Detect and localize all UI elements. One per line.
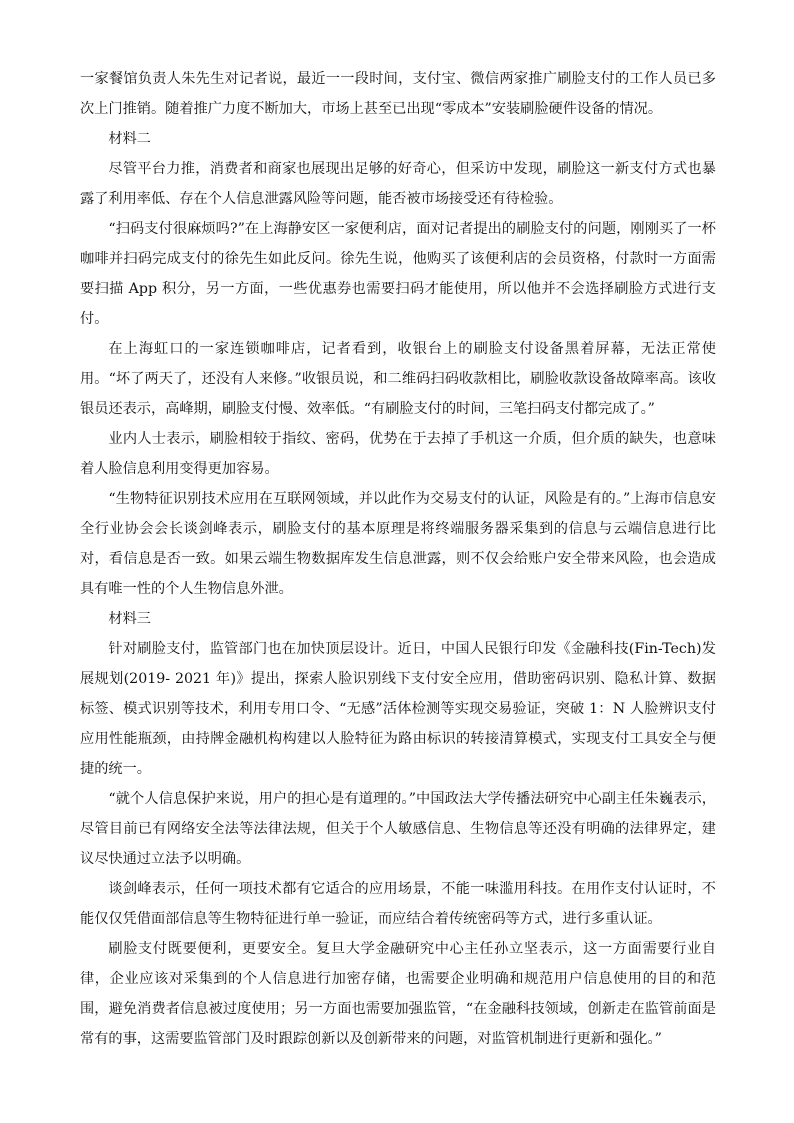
section-heading-material-3: 材料三 <box>108 611 151 627</box>
paragraph: “生物特征识别技术应用在互联网领域，并以此作为交易支付的认证，风险是有的。”上海市信息安全行业协会会长谈剑峰表示，刷脸支付的基本原理是将终端服务器采集到的信息与云端信息进行比对，看信息是否一致。如果云端生物数据库发生信息泄露，则不仅会给账户安全带来风险，也会造成具有唯一性的个人生物信息外泄。 <box>80 491 716 597</box>
paragraph: 尽管平台力推，消费者和商家也展现出足够的好奇心，但采访中发现，刷脸这一新支付方式也暴露了利用率低、存在个人信息泄露风险等问题，能否被市场接受还有待检验。 <box>80 161 716 207</box>
paragraph: “就个人信息保护来说，用户的担心是有道理的。”中国政法大学传播法研究中心副主任朱巍表示，尽管目前已有网络安全法等法律法规，但关于个人敏感信息、生物信息等还没有明确的法律界定，建议尽快通过立法予以明确。 <box>80 791 716 867</box>
paragraph: 针对刷脸支付，监管部门也在加快顶层设计。近日，中国人民银行印发《金融科技(Fin-Tech)发展规划(2019- 2021 年)》提出，探索人脸识别线下支付安全应用，借助密码识别、隐私计算、数据标签、模式识别等技术，利用专用口令、“无感”活体检测等实现交易验证，突破 1：N 人脸辨识支付应用性能瓶颈，由持牌金融机构构建以人脸特征为路由标识的转接清算模式，实现支付工具安全与便捷的统一。 <box>80 641 716 777</box>
paragraph: 刷脸支付既要便利，更要安全。复旦大学金融研究中心主任孙立坚表示，这一方面需要行业自律，企业应该对采集到的个人信息进行加密存储，也需要企业明确和规范用户信息使用的目的和范围，避免消费者信息被过度使用；另一方面也需要加强监管，“在金融科技领域，创新走在监管前面是常有的事，这需要监管部门及时跟踪创新以及创新带来的问题，对监管机制进行更新和强化。” <box>80 941 716 1047</box>
paragraph: 在上海虹口的一家连锁咖啡店，记者看到，收银台上的刷脸支付设备黑着屏幕，无法正常使用。“坏了两天了，还没有人来修。”收银员说，和二维码扫码收款相比，刷脸收款设备故障率高。该收银员还表示，高峰期，刷脸支付慢、效率低。“有刷脸支付的时间，三笔扫码支付都完成了。” <box>80 341 716 417</box>
section-heading-material-2: 材料二 <box>108 131 151 147</box>
document-body <box>80 64 716 1054</box>
paragraph: “扫码支付很麻烦吗?”在上海静安区一家便利店，面对记者提出的刷脸支付的问题，刚刚买了一杯咖啡并扫码完成支付的徐先生如此反问。徐先生说，他购买了该便利店的会员资格，付款时一方面需要扫描 App 积分，另一方面，一些优惠券也需要扫码才能使用，所以他并不会选择刷脸方式进行支付。 <box>80 221 716 327</box>
paragraph: 谈剑峰表示，任何一项技术都有它适合的应用场景，不能一味滥用科技。在用作支付认证时，不能仅仅凭借面部信息等生物特征进行单一验证，而应结合着传统密码等方式，进行多重认证。 <box>80 881 716 927</box>
paragraph: 业内人士表示，刷脸相较于指纹、密码，优势在于去掉了手机这一介质，但介质的缺失，也意味着人脸信息利用变得更加容易。 <box>80 431 716 477</box>
paragraph-intro: 一家餐馆负责人朱先生对记者说，最近一一段时间，支付宝、微信两家推广刷脸支付的工作人员已多次上门推销。随着推广力度不断加大，市场上甚至已出现“零成本”安装刷脸硬件设备的情况。 <box>80 71 716 117</box>
